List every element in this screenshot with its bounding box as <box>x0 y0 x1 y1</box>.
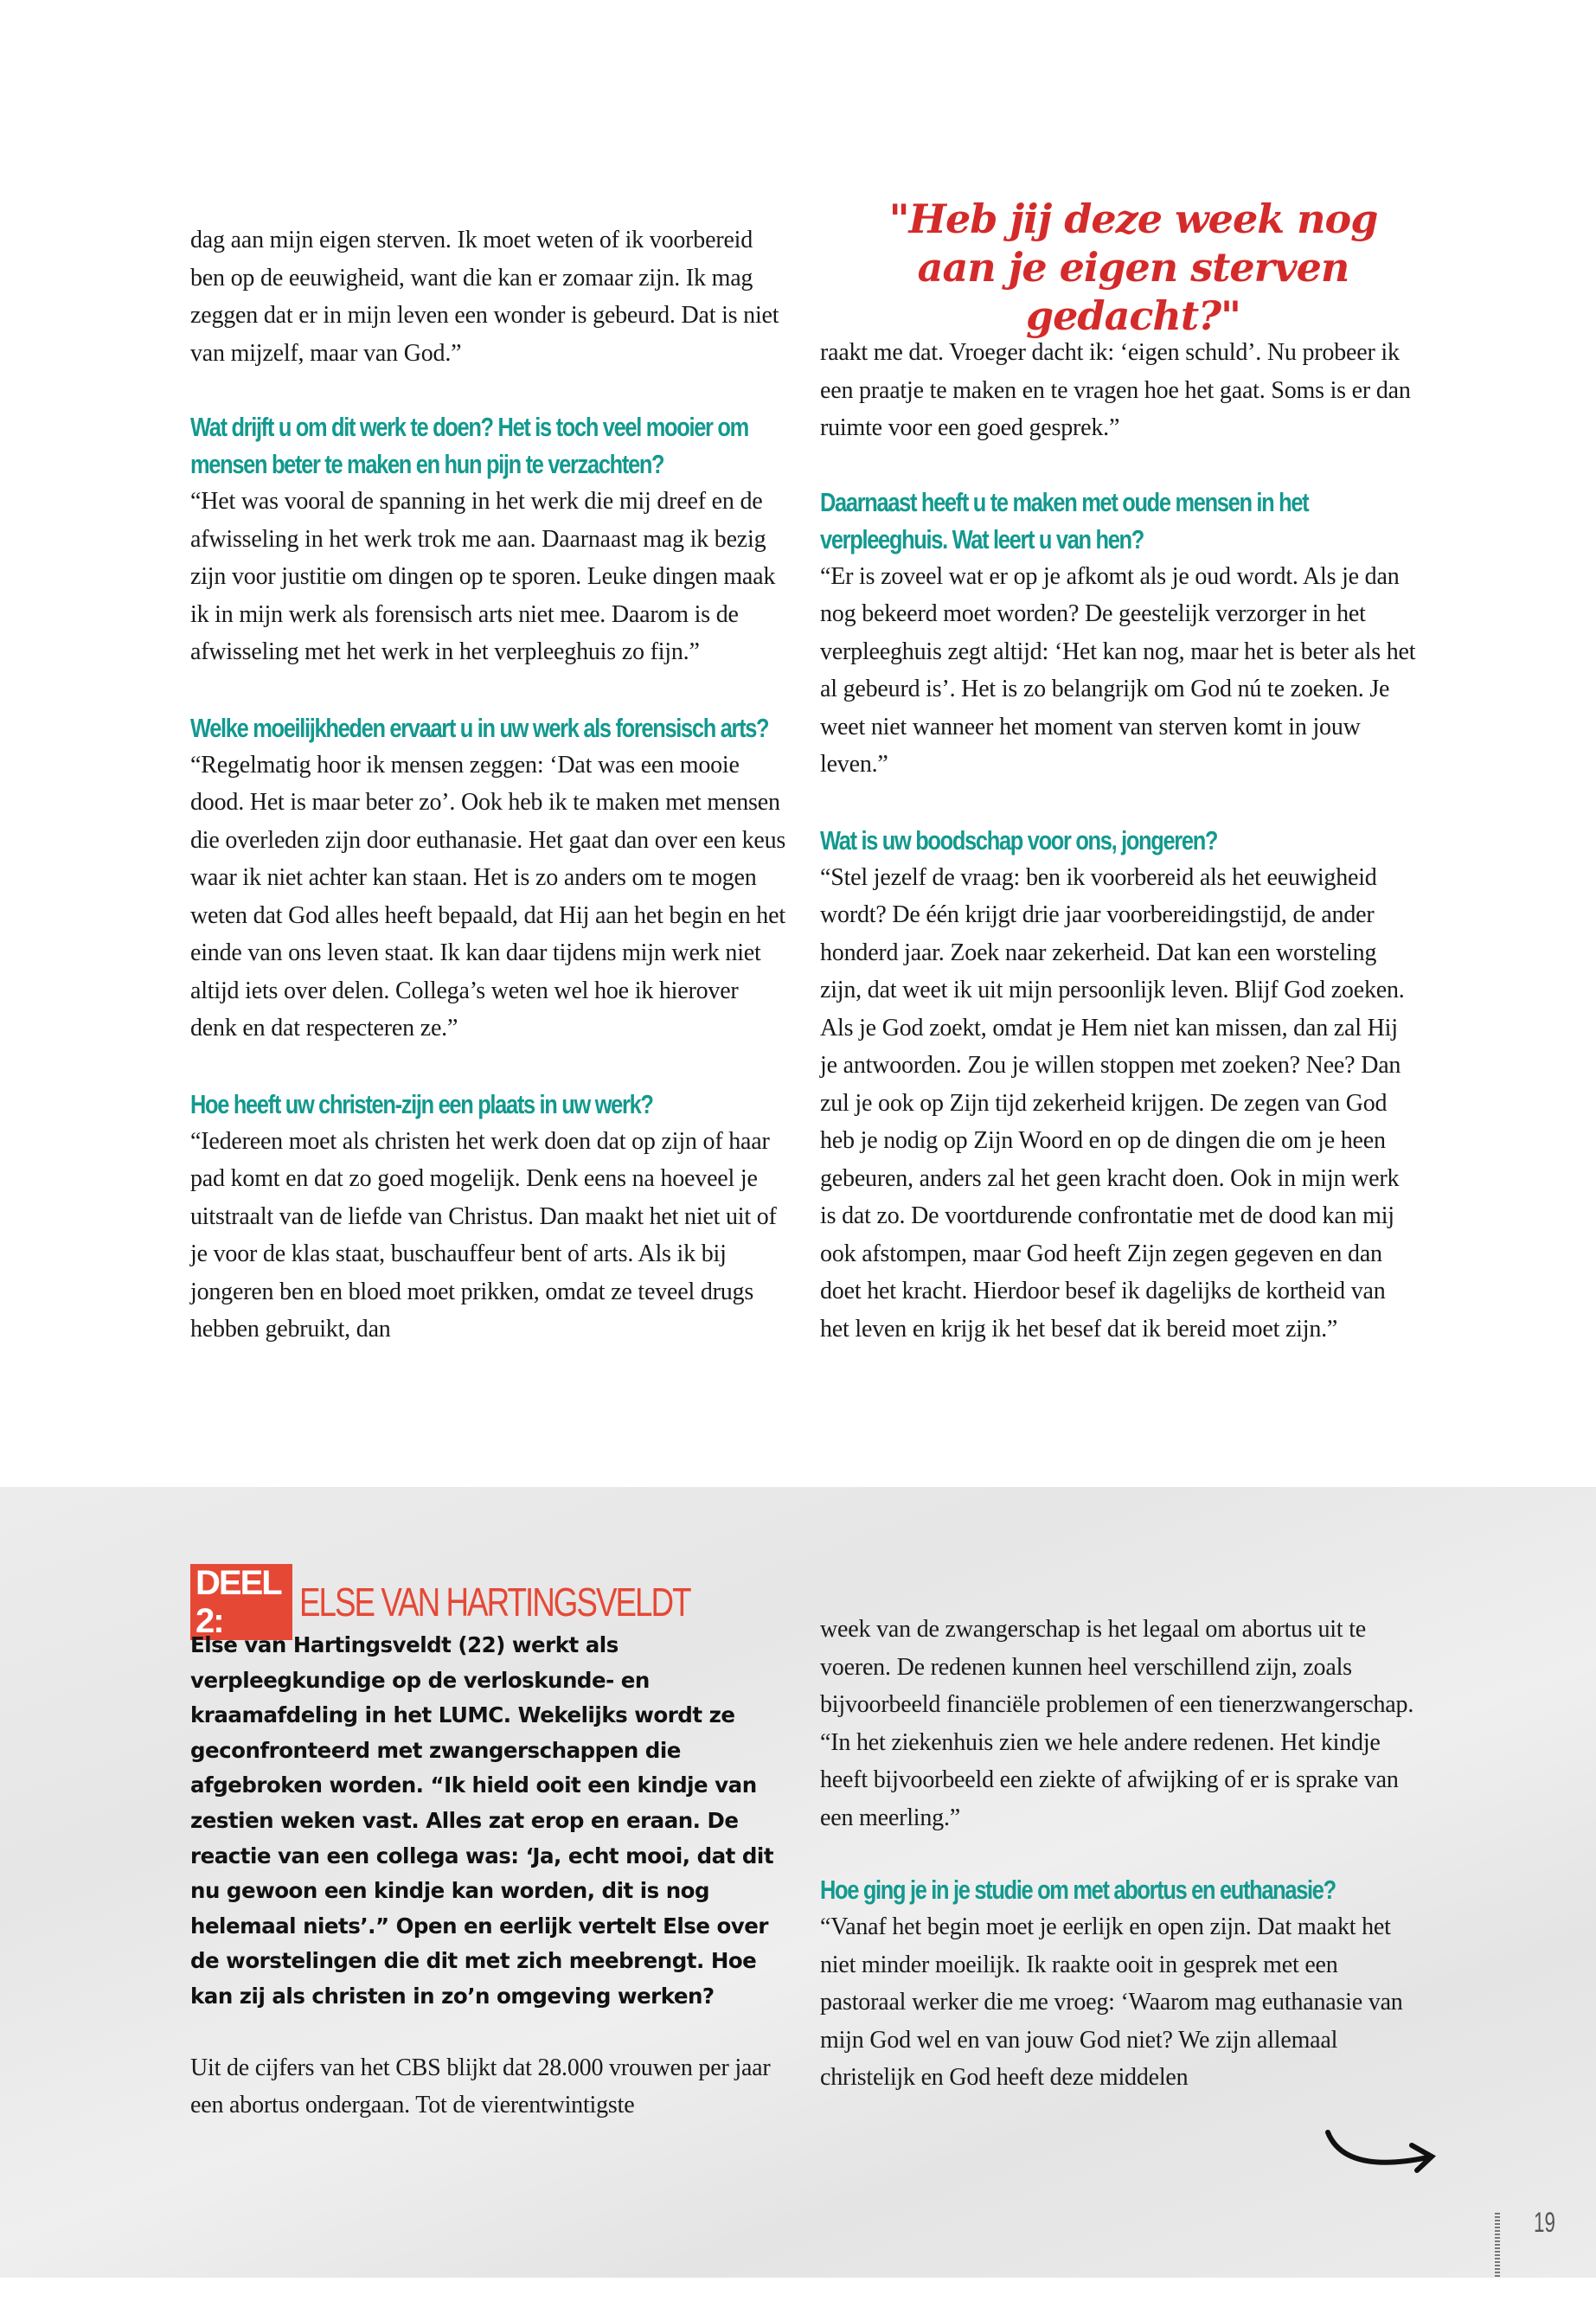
intro-paragraph: dag aan mijn eigen sterven. Ik moet weten of ik voorbereid ben op de eeuwigheid, want die kan er zomaar zijn. Ik mag zeggen dat er in mijn leven een wonder is gebeurd. Dat is niet van mijzelf, maar van God.” <box>190 227 779 367</box>
question-heading: Daarnaast heeft u te maken met oude mensen in het verpleeghuis. Wat leert u van hen? <box>820 486 1309 554</box>
qa-block <box>820 484 1417 784</box>
page-number: 19 <box>1534 2207 1555 2238</box>
qa-block <box>820 822 1417 1349</box>
question-heading: Wat drijft u om dit werk te doen? Het is toch veel mooier om mensen beter te maken en hun pijn te verzachten? <box>190 412 748 479</box>
pull-quote: "Heb jij deze week nog aan je eigen sterven gedacht?" <box>888 195 1378 339</box>
qa-block <box>190 1086 787 1349</box>
continued-paragraph: raakt me dat. Vroeger dacht ik: ‘eigen schuld’. Nu probeer ik een praatje te maken en te vragen hoe het gaat. Soms is er dan ruimte voor een goed gesprek.” <box>820 339 1411 441</box>
curved-arrow-right-icon <box>1324 2124 1436 2184</box>
answer-paragraph: “Regelmatig hoor ik mensen zeggen: ‘Dat was een mooie dood. Het is maar beter zo’. Ook heb ik te maken met mensen die overleden zijn door euthanasie. Het gaat dan over een keus waar ik niet achter kan staan. Het is zo anders om te mogen weten dat God alles heeft bepaald, dat Hij aan het begin en het einde van ons leven staat. Ik kan daar tijdens mijn werk niet altijd iets over delen. Collega’s weten wel hoe ik hierover denk en dat respecteren ze.” <box>190 751 786 1042</box>
question-heading: Hoe ging je in je studie om met abortus en euthanasie? <box>820 1875 1336 1905</box>
qa-block <box>190 408 787 671</box>
right-column <box>820 334 1417 1386</box>
answer-paragraph: “Vanaf het begin moet je eerlijk en open zijn. Dat maakt het niet minder moeilijk. Ik raakte ooit in gesprek met een pastoraal werker die me vroeg: ‘Waarom mag euthanasie van mijn God wel en van jouw God niet? We zijn allemaal christelijk en God heeft deze middelen <box>820 1913 1403 2091</box>
page-ruler-decoration <box>1495 2213 1500 2278</box>
answer-paragraph: “Stel jezelf de vraag: ben ik voorbereid als het eeuwigheid wordt? De één krijgt drie jaar voorbereidingstijd, de ander honderd jaar. Zoek naar zekerheid. Dat kan een worsteling zijn, dat weet ik uit mijn persoonlijk leven. Blijf God zoeken. Als je God zoekt, omdat je Hem niet kan missen, dan zal Hij je antwoorden. Zou je willen stoppen met zoeken? Nee? Dan zul je ook op Zijn tijd zekerheid krijgen. De zegen van God heb je nodig op Zijn Woord en op de dingen die om je heen gebeuren, anders zal het geen kracht doen. Ook in mijn werk is dat zo. De voortdurende confrontatie met de dood kan mij ook afstompen, maar God heeft Zijn zegen gegeven en dan doet het kracht. Hierdoor besef ik dagelijks de kortheid van het leven en krijg ik het besef dat ik bereid moet zijn.” <box>820 863 1405 1343</box>
part2-body-left: Uit de cijfers van het CBS blijkt dat 28.000 vrouwen per jaar een abortus ondergaan. Tot de vierentwintigste <box>190 2054 771 2119</box>
part-label-badge: DEEL 2: <box>190 1564 292 1640</box>
question-heading: Wat is uw boodschap voor ons, jongeren? <box>820 824 1218 856</box>
part2-heading <box>190 1564 787 1640</box>
answer-paragraph: “Er is zoveel wat er op je afkomt als je oud wordt. Als je dan nog bekeerd moet worden? De geestelijk verzorger in het verpleeghuis zegt altijd: ‘Het kan nog, maar het is beter als het al gebeurd is’. Het is zo belangrijk om God nú te zoeken. Je weet niet wanneer het moment van sterven komt in jouw leven.” <box>820 562 1416 778</box>
part2-body-right: week van de zwangerschap is het legaal om abortus uit te voeren. De redenen kunnen heel verschillend zijn, zoals bijvoorbeeld financiële problemen of een tienerzwangerschap. “In het ziekenhuis zien we hele andere redenen. Het kindje heeft bijvoorbeeld een ziekte of afwijking of er is sprake van een meerling.” <box>820 1616 1414 1831</box>
question-heading: Welke moeilijkheden ervaart u in uw werk als forensisch arts? <box>190 712 769 743</box>
answer-paragraph: “Iedereen moet als christen het werk doen dat op zijn of haar pad komt en dat zo goed mogelijk. Denk eens na hoeveel je uitstraalt van de liefde van Christus. Dan maakt het niet uit of je voor de klas staat, buschauffeur bent of arts. Als ik bij jongeren ben en bloed moet prikken, omdat ze teveel drugs hebben gebruikt, dan <box>190 1127 777 1343</box>
part2-right-column <box>820 1611 1417 2097</box>
part2-intro: Else van Hartingsveldt (22) werkt als verpleegkundige op de verloskunde- en kraamafdeling in het LUMC. Wekelijks wordt ze geconfronteerd met zwangerschappen die afgebroken worden. “Ik hield ooit een kindje van zestien weken vast. Alles zat erop en eraan. De reactie van een collega was: ‘Ja, echt mooi, dat dit nu gewoon een kindje kan worden, dit is nog helemaal niets’.” Open en eerlijk vertelt Else over de worstelingen die dit met zich meebrengt. Hoe kan zij als christen in zo’n omgeving werken? <box>190 1632 774 2009</box>
part2-left-column <box>190 1564 787 2125</box>
qa-block <box>190 709 787 1048</box>
answer-paragraph: “Het was vooral de spanning in het werk die mij dreef en de afwisseling in het werk trok me aan. Daarnaast mag ik bezig zijn voor justitie om dingen op te sporen. Leuke dingen maak ik in mijn werk als forensisch arts niet mee. Daarom is de afwisseling met het werk in het verpleeghuis zo fijn.” <box>190 488 776 665</box>
interviewee-name: ELSE VAN HARTINGSVELDT <box>298 1580 690 1625</box>
question-heading: Hoe heeft uw christen-zijn een plaats in uw werk? <box>190 1088 653 1119</box>
left-column <box>190 221 787 1387</box>
